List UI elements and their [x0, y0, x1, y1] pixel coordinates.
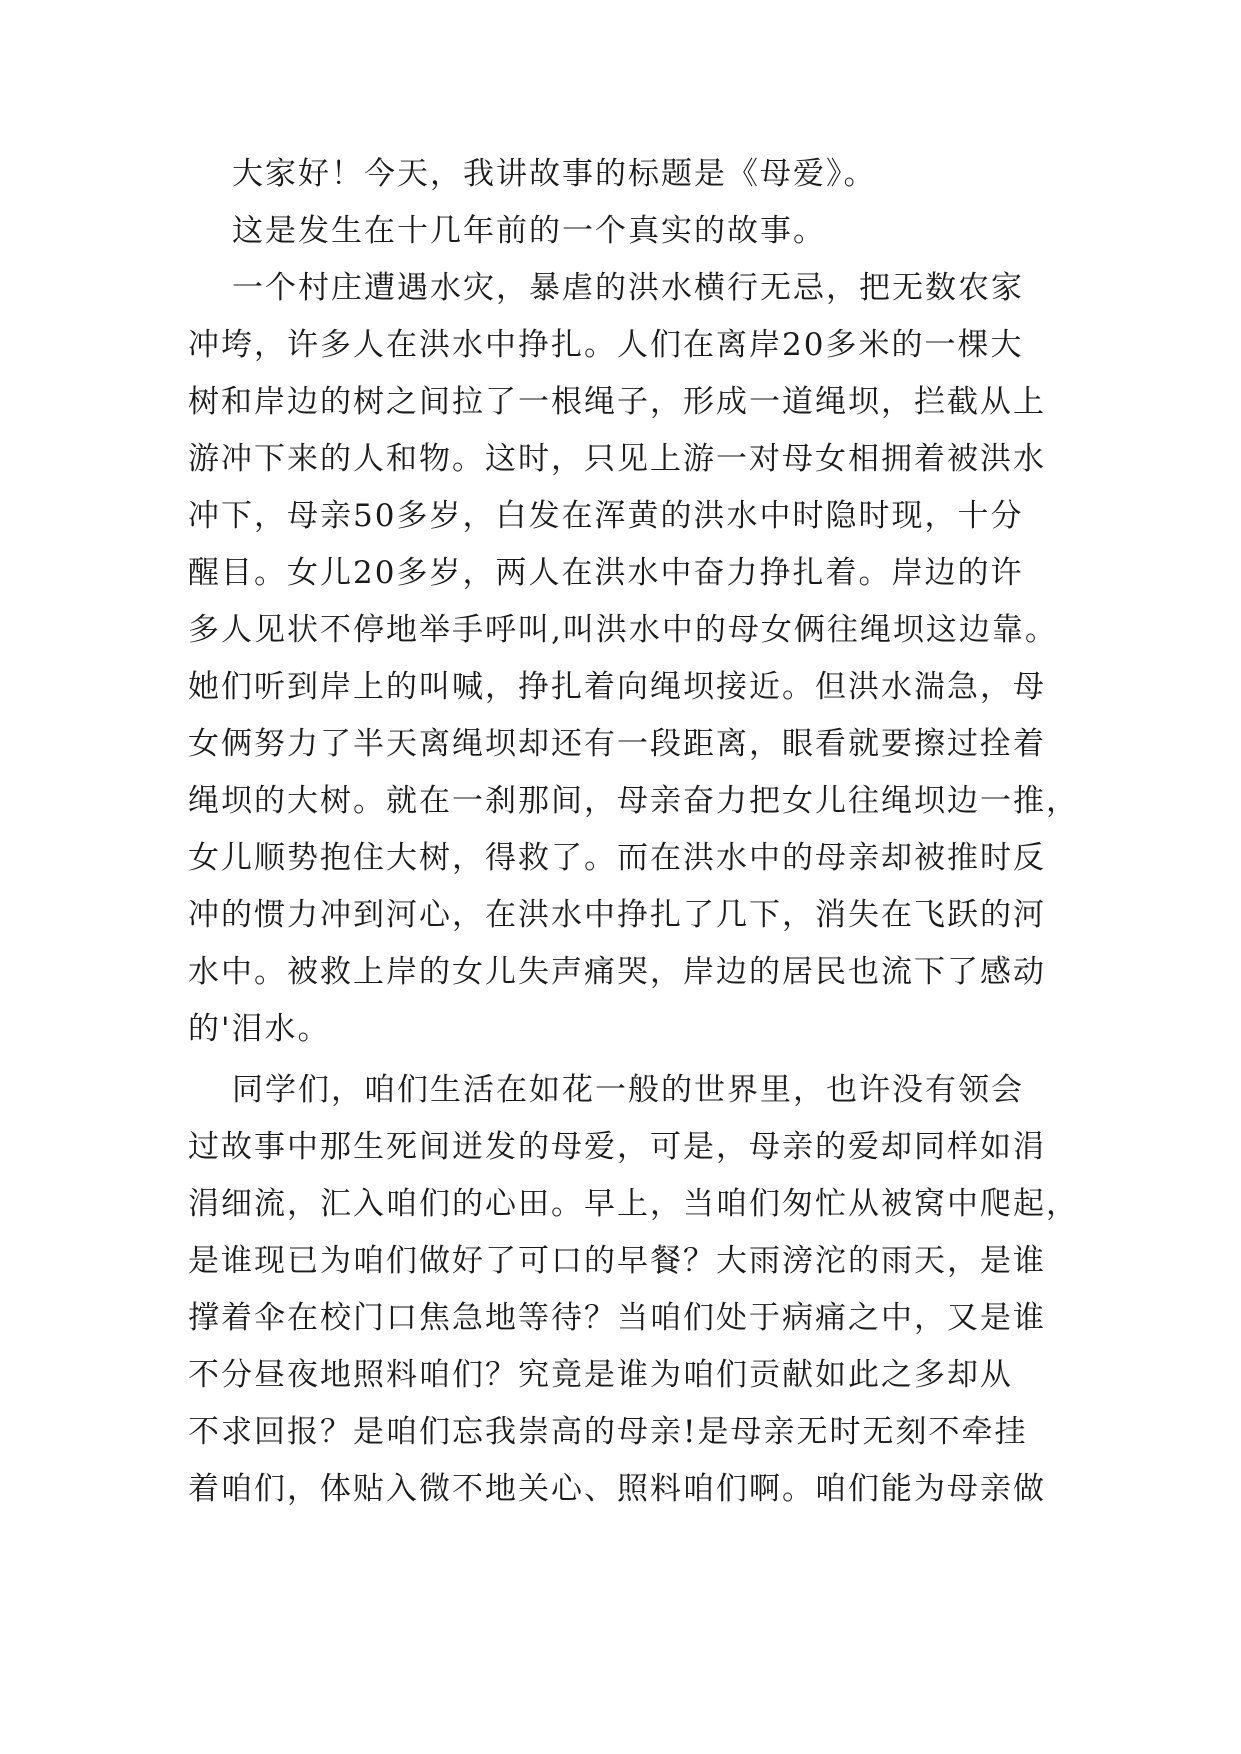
paragraph-line: 醒目。女儿20多岁，两人在洪水中奋力挣扎着。岸边的许: [188, 555, 1024, 591]
paragraph-line: 游冲下来的人和物。这时，只见上游一对母女相拥着被洪水: [188, 441, 1046, 477]
paragraph-line: 的'泪水。: [188, 1011, 331, 1047]
paragraph-line: 她们听到岸上的叫喊，挣扎着向绳坝接近。但洪水湍急，母: [188, 669, 1046, 705]
paragraph-line: 过故事中那生死间迸发的母爱，可是，母亲的爱却同样如涓: [188, 1129, 1046, 1165]
paragraph-line: 着咱们，体贴入微不地关心、照料咱们啊。咱们能为母亲做: [188, 1471, 1046, 1507]
paragraph-line: 不求回报？是咱们忘我崇高的母亲!是母亲无时无刻不牵挂: [188, 1414, 1028, 1450]
paragraph-line: 树和岸边的树之间拉了一根绳子，形成一道绳坝，拦截从上: [188, 384, 1046, 420]
paragraph-line: 一个村庄遭遇水灾，暴虐的洪水横行无忌，把无数农家: [232, 270, 1024, 306]
paragraph-line: 女俩努力了半天离绳坝却还有一段距离，眼看就要擦过拴着: [188, 726, 1046, 762]
paragraph-line: 女儿顺势抱住大树，得救了。而在洪水中的母亲却被推时反: [188, 840, 1046, 876]
paragraph-line: 不分昼夜地照料咱们？究竟是谁为咱们贡献如此之多却从: [188, 1357, 1013, 1393]
paragraph-line: 这是发生在十几年前的一个真实的故事。: [232, 213, 826, 249]
paragraph-line: 水中。被救上岸的女儿失声痛哭，岸边的居民也流下了感动: [188, 954, 1046, 990]
paragraph-line: 是谁现已为咱们做好了可口的早餐？大雨滂沱的雨天，是谁: [188, 1243, 1046, 1279]
paragraph-line: 涓细流，汇入咱们的心田。早上，当咱们匆忙从被窝中爬起，: [188, 1186, 1079, 1222]
paragraph-line: 多人见状不停地举手呼叫,叫洪水中的母女俩往绳坝这边靠。: [188, 612, 1058, 648]
paragraph-line: 撑着伞在校门口焦急地等待？当咱们处于病痛之中，又是谁: [188, 1300, 1046, 1336]
paragraph-line: 同学们，咱们生活在如花一般的世界里，也许没有领会: [232, 1072, 1024, 1108]
paragraph-line: 绳坝的大树。就在一刹那间，母亲奋力把女儿往绳坝边一推，: [188, 783, 1079, 819]
paragraph-line: 冲下，母亲50多岁，白发在浑黄的洪水中时隐时现，十分: [188, 498, 1024, 534]
paragraph-line: 冲垮，许多人在洪水中挣扎。人们在离岸20多米的一棵大: [188, 327, 1024, 363]
document-title: 大家好！今天，我讲故事的标题是《母爱》。: [232, 156, 877, 192]
paragraph-line: 冲的惯力冲到河心，在洪水中挣扎了几下，消失在飞跃的河: [188, 897, 1046, 933]
